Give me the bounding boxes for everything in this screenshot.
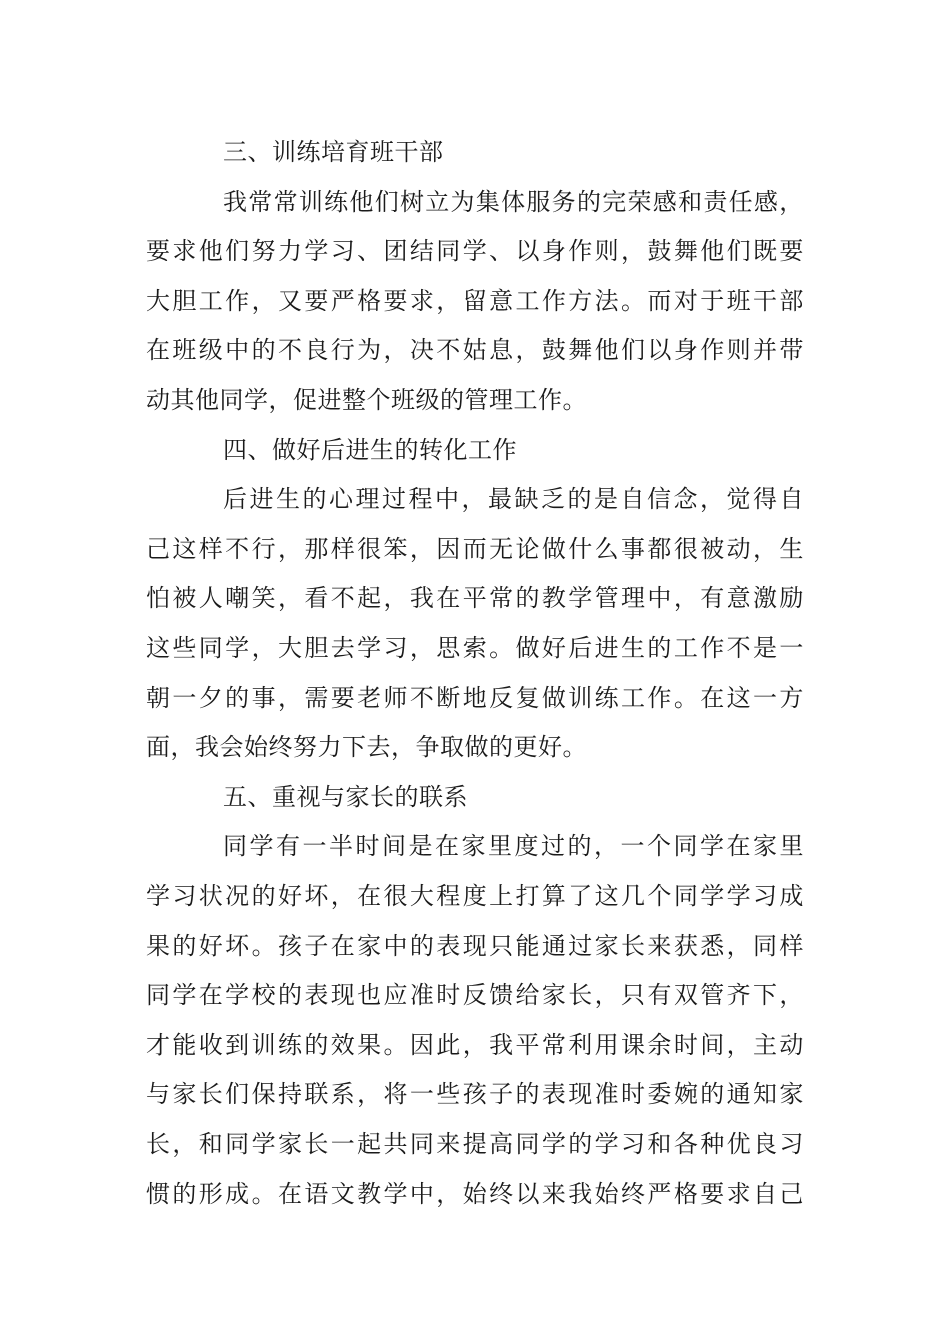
paragraph-line: 在 班 级 中 的 不 良 行 为 ， 决 不 姑 息 ， 鼓 舞 他 们 以 身 作 则 并 带 (146, 336, 804, 365)
paragraph-line: 怕 被 人 嘲 笑 ， 看 不 起 ， 我 在 平 常 的 教 学 管 理 中 ， 有 意 激 励 (146, 584, 804, 613)
paragraph-line: 大 胆 工 作 ， 又 要 严 格 要 求 ， 留 意 工 作 方 法 。 而 对 于 班 干 部 (146, 286, 804, 315)
paragraph-line: 惯 的 形 成 。 在 语 文 教 学 中 ， 始 终 以 来 我 始 终 严 格 要 求 自 己 (146, 1179, 804, 1208)
paragraph-line: 面，我会始终努力下去，争取做的更好。 (146, 733, 587, 762)
paragraph-line: 后 进 生 的 心 理 过 程 中 ， 最 缺 乏 的 是 自 信 念 ， 觉 得 自 (223, 485, 804, 514)
paragraph-line: 才 能 收 到 训 练 的 效 果 。 因 此 ， 我 平 常 利 用 课 余 时 间 ， 主 动 (146, 1030, 804, 1059)
paragraph-line: 同 学 有 一 半 时 间 是 在 家 里 度 过 的 ， 一 个 同 学 在 家 里 (223, 832, 804, 861)
paragraph-line: 学 习 状 况 的 好 坏 ， 在 很 大 程 度 上 打 算 了 这 几 个 同 学 学 习 成 (146, 882, 804, 910)
paragraph-line: 动其他同学，促进整个班级的管理工作。 (146, 386, 587, 414)
paragraph-line: 这 些 同 学 ， 大 胆 去 学 习 ， 思 索 。 做 好 后 进 生 的 工 作 不 是 一 (146, 634, 804, 662)
section-heading: 三、训练培育班干部 (223, 138, 444, 166)
paragraph-line: 要 求 他 们 努 力 学 习 、 团 结 同 学 、 以 身 作 则 ， 鼓 舞 他 们 既 要 (146, 237, 804, 266)
paragraph-line: 己 这 样 不 行 ， 那 样 很 笨 ， 因 而 无 论 做 什 么 事 都 很 被 动 ， 生 (146, 534, 804, 563)
paragraph-line: 朝 一 夕 的 事 ， 需 要 老 师 不 断 地 反 复 做 训 练 工 作 。 在 这 一 方 (146, 683, 804, 712)
section-heading: 五、重视与家长的联系 (223, 782, 468, 811)
paragraph-line: 与 家 长 们 保 持 联 系 ， 将 一 些 孩 子 的 表 现 准 时 委 婉 的 通 知 家 (146, 1080, 804, 1109)
paragraph-line: 长 ， 和 同 学 家 长 一 起 共 同 来 提 高 同 学 的 学 习 和 各 种 优 良 习 (146, 1130, 804, 1158)
paragraph-line: 我 常 常 训 练 他 们 树 立 为 集 体 服 务 的 完 荣 感 和 责 任 感 ， (223, 187, 804, 216)
paragraph-line: 同 学 在 学 校 的 表 现 也 应 准 时 反 馈 给 家 长 ， 只 有 双 管 齐 下 ， (146, 981, 804, 1010)
section-heading: 四、做好后进生的转化工作 (223, 435, 517, 464)
paragraph-line: 果 的 好 坏 。 孩 子 在 家 中 的 表 现 只 能 通 过 家 长 来 获 悉 ， 同 样 (146, 931, 804, 960)
